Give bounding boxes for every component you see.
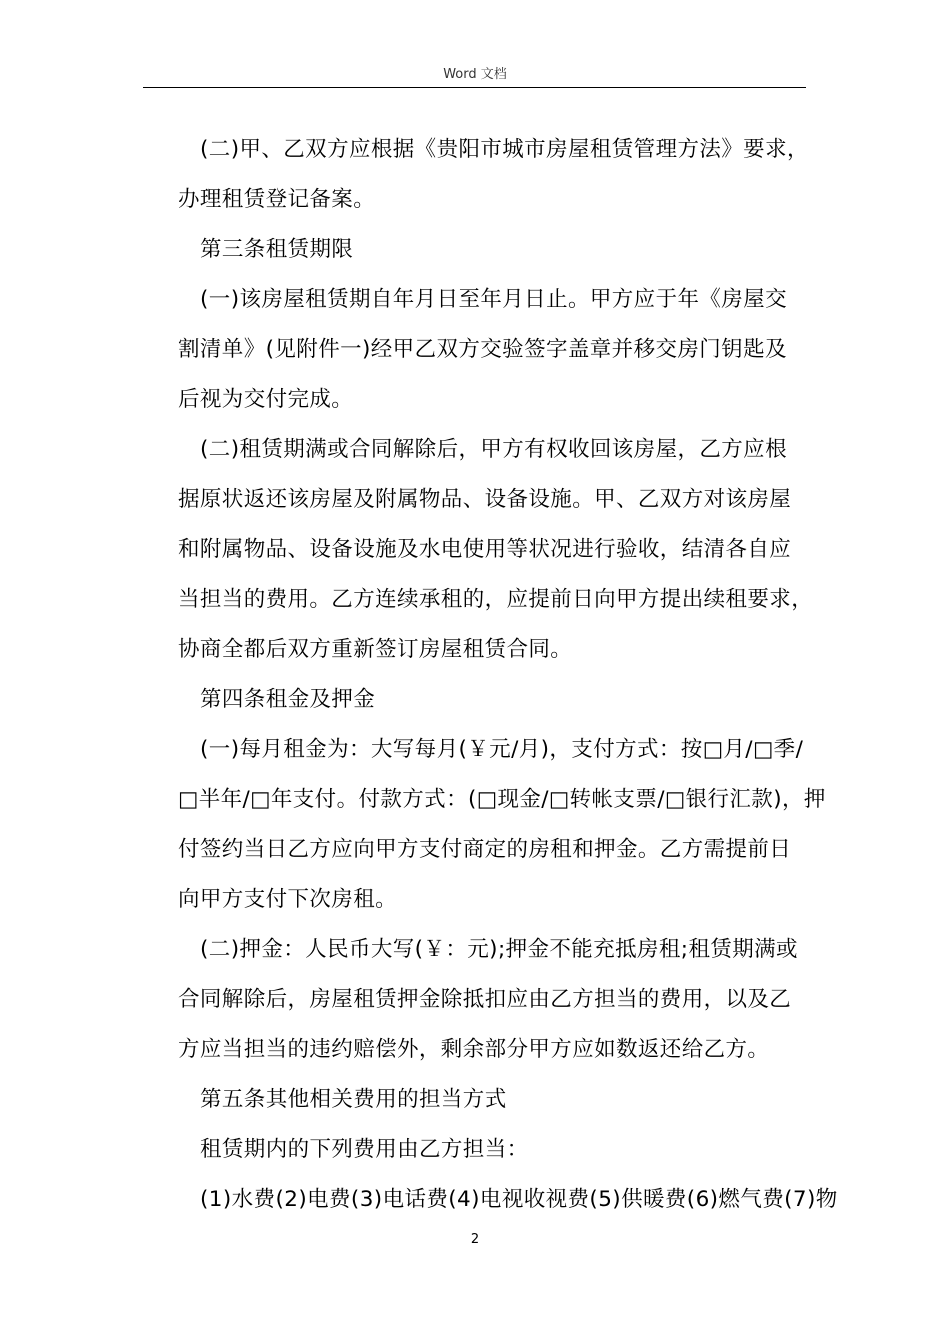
body-text-line: (二)甲、乙双方应根据《贵阳市城市房屋租赁管理方法》要求， (200, 137, 809, 162)
body-text-line: 方应当担当的违约赔偿外，剩余部分甲方应如数返还给乙方。 (178, 1037, 770, 1062)
header-divider (143, 87, 806, 88)
body-text-line: 合同解除后，房屋租赁押金除抵扣应由乙方担当的费用，以及乙 (178, 987, 792, 1012)
body-text-line: (一)该房屋租赁期自年月日至年月日止。甲方应于年《房屋交 (200, 287, 787, 312)
body-text-line: (二)押金：人民币大写(￥：元);押金不能充抵房租;租赁期满或 (200, 937, 798, 962)
body-text-line: 第三条租赁期限 (200, 237, 354, 262)
body-text-line: 当担当的费用。乙方连续承租的，应提前日向甲方提出续租要求， (178, 587, 814, 612)
body-text-line: 割清单》(见附件一)经甲乙双方交验签字盖章并移交房门钥匙及 (178, 337, 787, 362)
body-text-line: 付签约当日乙方应向甲方支付商定的房租和押金。乙方需提前日 (178, 837, 792, 862)
body-text-line: 办理租赁登记备案。 (178, 187, 376, 212)
page-header-title: Word 文档 (443, 67, 507, 82)
body-text-line: 租赁期内的下列费用由乙方担当： (200, 1137, 529, 1162)
body-text-line: 第五条其他相关费用的担当方式 (200, 1087, 507, 1112)
body-text-line: 后视为交付完成。 (178, 387, 354, 412)
body-text-line: (二)租赁期满或合同解除后，甲方有权收回该房屋，乙方应根 (200, 437, 787, 462)
page-number: 2 (470, 1232, 480, 1247)
document-body (178, 125, 838, 1225)
body-text-line: 和附属物品、设备设施及水电使用等状况进行验收，结清各自应 (178, 537, 792, 562)
body-text-line: □半年/□年支付。付款方式：(□现金/□转帐支票/□银行汇款)，押 (178, 787, 826, 812)
body-text-line: (1)水费(2)电费(3)电话费(4)电视收视费(5)供暖费(6)燃气费(7)物 (200, 1187, 838, 1212)
body-text-line: (一)每月租金为：大写每月(￥元/月)，支付方式：按□月/□季/ (200, 737, 804, 762)
body-text-line: 协商全都后双方重新签订房屋租赁合同。 (178, 637, 573, 662)
body-text-line: 向甲方支付下次房租。 (178, 887, 398, 912)
body-text-line: 第四条租金及押金 (200, 687, 376, 712)
body-text-line: 据原状返还该房屋及附属物品、设备设施。甲、乙双方对该房屋 (178, 487, 792, 512)
